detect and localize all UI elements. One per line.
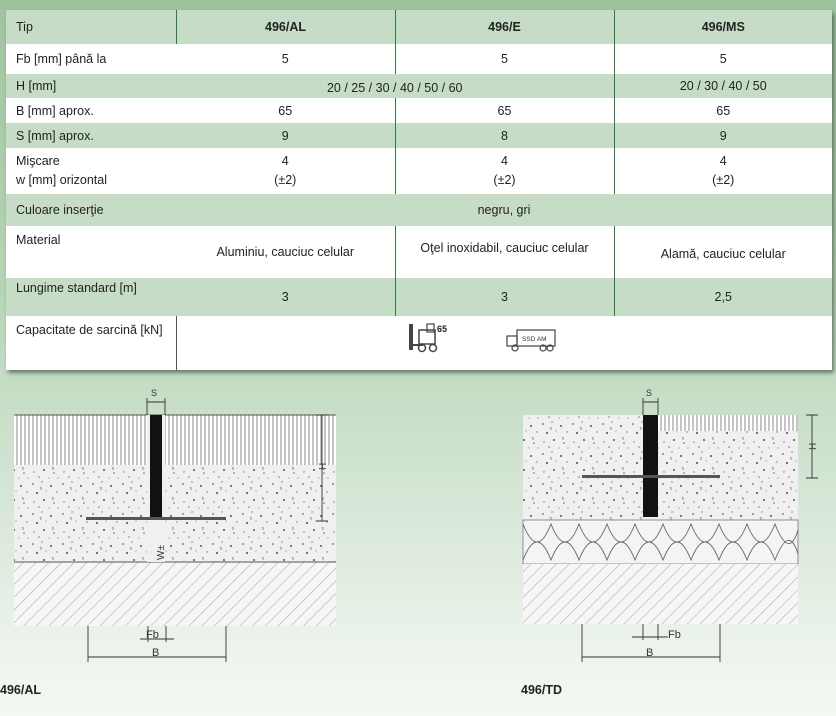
s-label: S [mm] aprox. bbox=[6, 123, 176, 148]
dim-h-left: H bbox=[318, 462, 329, 470]
row-h bbox=[6, 74, 832, 98]
row-material bbox=[6, 226, 832, 278]
lungime-e: 3 bbox=[395, 278, 614, 316]
h-al-e: 20 / 25 / 30 / 40 / 50 / 60 bbox=[176, 74, 614, 98]
s-ms: 9 bbox=[614, 123, 832, 148]
miscare-ms: 4 bbox=[719, 154, 727, 168]
anchor-flange-td bbox=[582, 475, 720, 478]
fb-ms: 5 bbox=[614, 44, 832, 74]
row-lungime bbox=[6, 278, 832, 316]
miscare-e-tol: (±2) bbox=[493, 173, 516, 187]
lungime-ms: 2,5 bbox=[614, 278, 832, 316]
dim-h-right: H bbox=[808, 442, 819, 450]
dim-w-left: W± bbox=[156, 545, 167, 560]
culoare-label: Culoare inserţie bbox=[6, 194, 176, 226]
row-culoare bbox=[6, 194, 832, 226]
dim-fb-left: Fb bbox=[146, 629, 159, 641]
fb-al: 5 bbox=[176, 44, 395, 74]
row-sarcina bbox=[6, 316, 832, 370]
miscare-e: 4 bbox=[501, 154, 508, 168]
header-col-e: 496/E bbox=[395, 10, 614, 44]
lungime-label: Lungime standard [m] bbox=[6, 278, 176, 316]
tile-layer-td bbox=[658, 415, 798, 431]
h-label: H [mm] bbox=[6, 74, 176, 98]
truck-label: SSD AM bbox=[521, 336, 547, 343]
h-ms: 20 / 30 / 40 / 50 bbox=[614, 74, 832, 98]
forklift-icon bbox=[409, 324, 447, 352]
material-e: Oţel inoxidabil, cauciuc celular bbox=[395, 226, 614, 278]
forklift-value: 65 bbox=[436, 324, 447, 334]
row-fb bbox=[6, 44, 832, 74]
culoare-value: negru, gri bbox=[176, 194, 832, 226]
material-al: Aluminiu, cauciuc celular bbox=[176, 226, 395, 278]
dim-s-right: S bbox=[646, 388, 653, 398]
caption-496-td: 496/TD bbox=[521, 683, 562, 697]
miscare-ms-tol: (±2) bbox=[712, 173, 735, 187]
screed-layer-left bbox=[14, 462, 336, 562]
header-label: Tip bbox=[6, 10, 176, 44]
spec-table bbox=[6, 10, 832, 370]
base-layer-td bbox=[523, 564, 798, 624]
miscare-al-tol: (±2) bbox=[274, 173, 297, 187]
base-layer-left bbox=[14, 562, 336, 626]
load-icons bbox=[407, 322, 607, 358]
material-ms: Alamă, cauciuc celular bbox=[614, 226, 832, 278]
caption-496-al: 496/AL bbox=[0, 683, 41, 697]
drawing-496-td bbox=[523, 388, 819, 662]
miscare-label: Mişcare bbox=[16, 154, 60, 168]
row-s bbox=[6, 123, 832, 148]
truck-icon bbox=[507, 330, 555, 351]
s-e: 8 bbox=[395, 123, 614, 148]
dim-s-left: S bbox=[151, 388, 158, 398]
header-col-ms: 496/MS bbox=[614, 10, 832, 44]
row-header bbox=[6, 10, 832, 44]
fb-e: 5 bbox=[395, 44, 614, 74]
screed-left-td bbox=[523, 415, 658, 520]
tile-layer-left bbox=[14, 415, 336, 465]
profile-insert-left bbox=[150, 415, 162, 518]
dim-b-right: B bbox=[646, 647, 654, 659]
miscare-al: 4 bbox=[281, 154, 289, 168]
header-col-al: 496/AL bbox=[176, 10, 395, 44]
top-strip bbox=[0, 0, 836, 10]
s-al: 9 bbox=[176, 123, 395, 148]
b-e: 65 bbox=[395, 98, 614, 123]
dim-fb-right: Fb bbox=[668, 629, 681, 641]
drawing-496-al bbox=[14, 388, 336, 662]
profile-insert-td bbox=[643, 415, 658, 517]
row-b bbox=[6, 98, 832, 123]
b-label: B [mm] aprox. bbox=[6, 98, 176, 123]
b-ms: 65 bbox=[614, 98, 832, 123]
fb-label: Fb [mm] până la bbox=[6, 44, 176, 74]
row-miscare bbox=[6, 148, 832, 194]
b-al: 65 bbox=[176, 98, 395, 123]
sarcina-label: Capacitate de sarcină [kN] bbox=[6, 316, 176, 370]
anchor-flange-left bbox=[86, 517, 226, 520]
material-label: Material bbox=[6, 226, 176, 278]
lungime-al: 3 bbox=[176, 278, 395, 316]
technical-drawings bbox=[0, 380, 836, 680]
miscare-sublabel: w [mm] orizontal bbox=[16, 173, 107, 187]
dim-b-left: B bbox=[152, 647, 160, 659]
